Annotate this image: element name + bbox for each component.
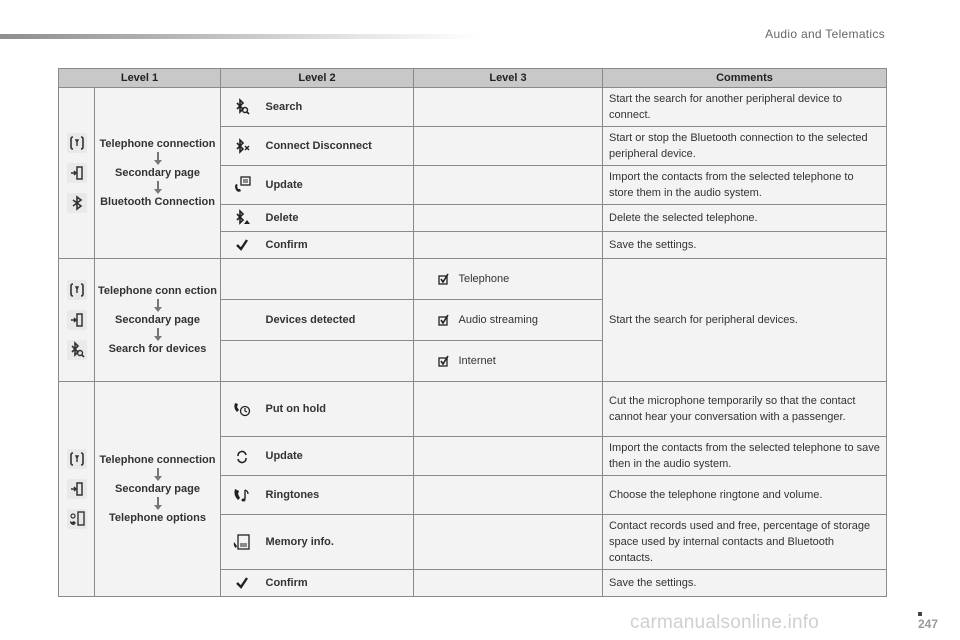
level2-label: Update — [264, 166, 414, 205]
level2-label: Update — [264, 437, 414, 476]
comment-cell: Save the settings. — [603, 570, 887, 597]
level3-label: Telephone — [457, 259, 603, 300]
comment-cell: Cut the microphone temporarily so that the contact cannot hear your conversation with a passenger. — [603, 382, 887, 437]
refresh-icon — [232, 447, 252, 465]
nav-icon-column — [59, 259, 95, 382]
bluetooth-search-icon — [232, 98, 252, 116]
level1-cell — [95, 88, 221, 259]
level1-secondary: Secondary page — [115, 314, 200, 326]
table-row — [59, 382, 887, 437]
watermark: carmanualsonline.info — [630, 612, 820, 633]
header-level2: Level 2 — [221, 69, 414, 88]
telephone-options-icon — [67, 509, 87, 529]
level1-title: Telephone connection — [99, 454, 216, 466]
secondary-page-icon — [67, 479, 87, 499]
level1-cell — [95, 259, 221, 382]
level2-label: Search — [264, 88, 414, 127]
level1-target: Search for devices — [108, 343, 207, 355]
comment-cell: Choose the telephone ringtone and volume. — [603, 476, 887, 515]
nav-icon-column — [59, 88, 95, 259]
checkbox-icon — [433, 352, 453, 370]
arrow-down-icon — [153, 299, 163, 312]
level3-label: Audio streaming — [457, 300, 603, 341]
level2-label: Ringtones — [264, 476, 414, 515]
comment-cell: Start the search for another peripheral device to connect. — [603, 88, 887, 127]
comment-cell: Import the contacts from the selected telephone to save then in the audio system. — [603, 437, 887, 476]
comment-cell: Contact records used and free, percentage of storage space used by internal contacts and Bluetooth contacts. — [603, 515, 887, 570]
level1-target: Bluetooth Connection — [100, 196, 215, 208]
level1-title: Telephone conn ection — [98, 285, 217, 297]
level3-label: Internet — [457, 341, 603, 382]
table-header-row — [59, 69, 887, 88]
level1-target: Telephone options — [109, 512, 206, 524]
arrow-down-icon — [153, 328, 163, 341]
arrow-down-icon — [153, 497, 163, 510]
bluetooth-delete-icon — [232, 209, 252, 227]
checkbox-icon — [433, 270, 453, 288]
phone-menu-icon — [67, 133, 87, 153]
comment-cell: Start the search for peripheral devices. — [603, 259, 887, 382]
phone-menu-icon — [67, 280, 87, 300]
header-comments: Comments — [603, 69, 887, 88]
level2-label: Connect Disconnect — [264, 127, 414, 166]
bluetooth-icon — [67, 193, 87, 213]
ringtone-icon — [232, 486, 252, 504]
table-row — [59, 88, 887, 127]
menu-structure-table — [58, 68, 887, 597]
nav-icon-column — [59, 382, 95, 597]
header-level1: Level 1 — [59, 69, 221, 88]
level2-label: Delete — [264, 205, 414, 232]
level2-label: Memory info. — [264, 515, 414, 570]
level1-secondary: Secondary page — [115, 167, 200, 179]
level1-title: Telephone connection — [99, 138, 216, 150]
phone-menu-icon — [67, 449, 87, 469]
level2-icon-cell — [221, 88, 264, 127]
check-icon — [232, 236, 252, 254]
bluetooth-search-icon — [67, 340, 87, 360]
comment-cell: Import the contacts from the selected telephone to store them in the audio system. — [603, 166, 887, 205]
comment-cell: Delete the selected telephone. — [603, 205, 887, 232]
level1-secondary: Secondary page — [115, 483, 200, 495]
page-number: 247 — [917, 617, 938, 631]
header-level3: Level 3 — [414, 69, 603, 88]
header-gradient-bar — [0, 34, 480, 39]
level1-cell — [95, 382, 221, 597]
table-row — [59, 259, 887, 300]
arrow-down-icon — [153, 468, 163, 481]
page-marker — [918, 612, 922, 616]
comment-cell: Start or stop the Bluetooth connection to the selected peripheral device. — [603, 127, 887, 166]
check-icon — [232, 574, 252, 592]
arrow-down-icon — [153, 181, 163, 194]
memory-info-icon — [232, 533, 252, 551]
level2-label: Confirm — [264, 570, 414, 597]
level2-label: Confirm — [264, 232, 414, 259]
contacts-update-icon — [232, 176, 252, 194]
bluetooth-connect-icon — [232, 137, 252, 155]
checkbox-icon — [433, 311, 453, 329]
section-title: Audio and Telematics — [765, 27, 885, 41]
level2-label: Devices detected — [264, 300, 414, 341]
secondary-page-icon — [67, 310, 87, 330]
secondary-page-icon — [67, 163, 87, 183]
arrow-down-icon — [153, 152, 163, 165]
call-hold-icon — [232, 400, 252, 418]
level2-label: Put on hold — [264, 382, 414, 437]
comment-cell: Save the settings. — [603, 232, 887, 259]
